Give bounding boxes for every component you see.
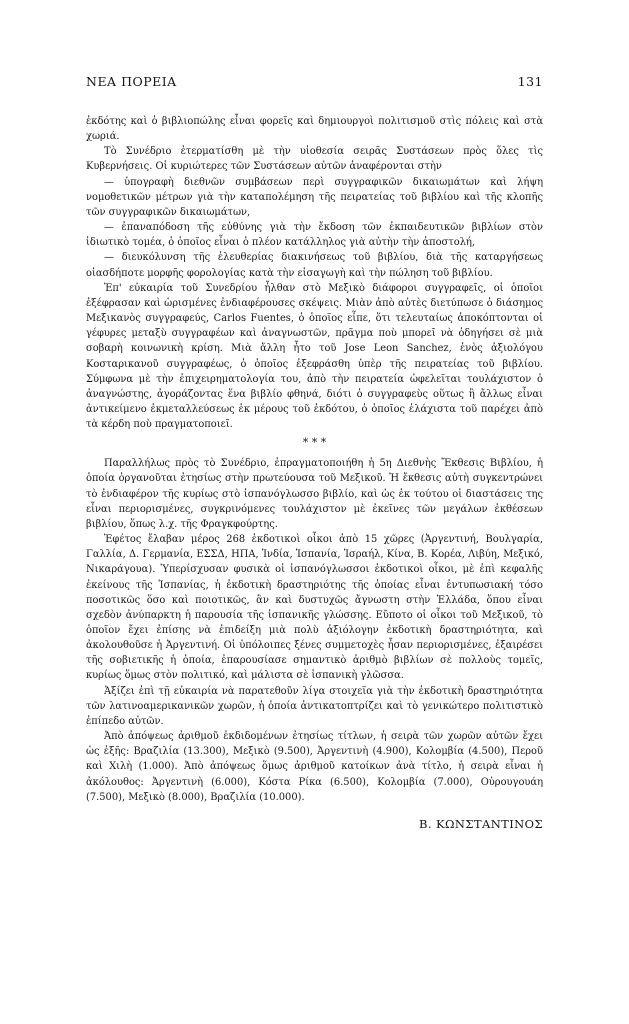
section-separator: * * * — [302, 436, 327, 450]
page-number: 131 — [517, 74, 543, 89]
running-header — [86, 74, 543, 89]
paragraph: Τὸ Συνέδριο ἐτερματίσθη μὲ τὴν υἱοθεσία σειρᾶς Συστάσεων πρὸς ὅλες τὶς Κυβερνήσεις. Οἱ κυριώτερες τῶν Συστάσεων αὐτῶν ἀναφέρονται στὴν — [86, 146, 543, 173]
journal-title: ΝΕΑ ΠΟΡΕΙΑ — [86, 74, 177, 89]
paragraph: ἐκδότης καὶ ὁ βιβλιοπώλης εἶναι φορεῖς καὶ δημιουργοὶ πολιτισμοῦ στὶς πόλεις καὶ στὰ χωριά. — [86, 116, 543, 143]
article-body — [86, 114, 543, 832]
recommendation-item: — διευκόλυνση τῆς ἐλευθερίας διακινήσεως τοῦ βιβλίου, διὰ τῆς καταργήσεως οἱασδήποτε μορφῆς φορολογίας κατὰ τὴν εἰσαγωγὴ καὶ τὴν πώληση τοῦ βιβλίου. — [86, 252, 543, 279]
paragraph: Ἀξίζει ἐπὶ τῇ εὐκαιρία νὰ παρατεθοῦν λίγα στοιχεῖα γιὰ τὴν ἐκδοτικὴ δραστηριότητα τῶν λατινοαμερικανικῶν χωρῶν, ἡ ὁποία ἀντικατοπτρίζει καὶ τὸ γενικώτερο πολιτιστικὸ ἐπίπεδο αὐτῶν. — [86, 685, 543, 727]
paragraph: Ἐφέτος ἔλαβαν μέρος 268 ἐκδοτικοὶ οἶκοι ἀπὸ 15 χῶρες (Ἀργεντινή, Βουλγαρία, Γαλλία, Δ. Γερμανία, ΕΣΣΔ, ΗΠΑ, Ἰνδία, Ἱσπανία, Ἰσραήλ, Κίνα, Β. Κορέα, Λιβύη, Μεξικό, Νικαράγουα). Ὑπερίσχυσαν φυσικὰ οἱ ἱσπανόγλωσσοι ἐκδοτικοὶ οἶκοι, μὲ ἐπὶ κεφαλῆς ἐκείνους τῆς Ἱσπανίας, ἡ ἐκδοτικὴ δραστηριότης τῆς ὁποίας εἶναι ἐντυπωσιακή τόσο ποσοτικῶς ὅσο καὶ ποιοτικῶς, ἂν καὶ δυστυχῶς ἄγνωστη στὴν Ἑλλάδα, ὅπου εἶναι σχεδὸν ἀνύπαρκτη ἡ παρουσία τῆς ἱσπανικῆς γλώσσης. Εὔποτο οἱ οἶκοι τοῦ Μεξικοῦ, τὸ ὁποῖον ἔχει ἐπίσης νὰ ἐπιδείξη μιὰ πολὺ ἀξιόλογην ἐκδοτικὴ δραστηριότητα, καὶ ἀκολουθοῦσε ἡ Ἀργεντινή. Οἱ ὑπόλοιπες ξένες συμμετοχὲς ἦσαν περιορισμένες, ἐξαιρέσει τῆς σοβιετικῆς ἡ ὁποία, ἐπαρουσίασε σημαντικὸ ἀριθμὸ βιβλίων σὲ πολλοὺς τομεῖς, κυρίως ὅμως στὸν πολιτικό, καὶ μάλιστα σὲ ἱσπανικὴ γλῶσσα. — [86, 534, 543, 682]
paragraph: Ἀπὸ ἀπόψεως ἀριθμοῦ ἐκδιδομένων ἐτησίως τίτλων, ἡ σειρὰ τῶν χωρῶν αὐτῶν ἔχει ὡς ἑξῆς: Βραζιλία (13.300), Μεξικὸ (9.500), Ἀργεντινὴ (4.900), Κολομβία (4.500), Περοῦ καὶ Χιλὴ (1.000). Ἀπὸ ἀπόψεως ὅμως ἀριθμοῦ κατοίκων ἀνὰ τίτλο, ἡ σειρὰ εἶναι ἡ ἀκόλουθος: Ἀργεντινὴ (6.000), Κόστα Ρίκα (6.500), Κολομβία (7.000), Οὐρουγουάη (7.500), Μεξικὸ (8.000), Βραζιλία (10.000). — [86, 731, 543, 803]
paragraph: Παραλλήλως πρὸς τὸ Συνέδριο, ἐπραγματοποιήθη ἡ 5η Διεθνὴς Ἔκθεσις Βιβλίου, ἡ ὁποία ὀργανοῦται ἐτησίως στὴν πρωτεύουσα τοῦ Μεξικοῦ. Ἡ ἔκθεσις αὐτὴ συγκεντρώνει τὸ ἐνδιαφέρον τῆς κυρίως στὸ ἱσπανόγλωσσο βιβλίο, καὶ ὡς ἐκ τούτου οἱ διαστάσεις της εἶναι περιορισμένες, συγκρινόμενες τουλάχιστον μὲ ἐκεῖνες τῶν μεγάλων ἐκθέσεων βιβλίου, ὅπως λ.χ. τῆς Φραγκφούρτης. — [86, 458, 543, 530]
recommendation-item: — ἐπαναπόδοση τῆς εὐθύνης γιὰ τὴν ἔκδοση τῶν ἐκπαιδευτικῶν βιβλίων στὸν ἰδιωτικὸ τομέα, ὁ ὁποῖος εἶναι ὁ πλέον κατάλληλος γιὰ αὐτὴν τὴν ἀποστολή, — [86, 222, 543, 249]
author-signature: Β. ΚΩΝΣΤΑΝΤΙΝΟΣ — [419, 816, 543, 831]
recommendation-item: — ὑπογραφὴ διεθνῶν συμβάσεων περὶ συγγραφικῶν δικαιωμάτων καὶ λήψη νομοθετικῶν μέτρων γιὰ τὴν καταπολέμηση τῆς πειρατείας τοῦ βιβλίου καὶ τῆς κλοπῆς τῶν συγγραφικῶν δικαιωμάτων, — [86, 176, 543, 218]
paragraph: Ἐπ' εὐκαιρία τοῦ Συνεδρίου ἦλθαν στὸ Μεξικὸ διάφοροι συγγραφεῖς, οἱ ὁποῖοι ἐξέφρασαν καὶ ὡρισμένες ἐνδιαφέρουσες σκέψεις. Μιὰν ἀπὸ αὐτὲς διετύπωσε ὁ διάσημος Μεξικανὸς συγγραφεύς, Carlos Fuentes, ὁ ὁποῖος εἶπε, ὅτι τελευταίως ἀποκόπτονται οἱ γέφυρες μεταξὺ συγγραφέων καὶ ἀναγνωστῶν, πρᾶγμα ποὺ μπορεῖ νὰ ὁδηγήσει σὲ μιὰ σοβαρὴ κοινωνικὴ κρίση. Μιὰ ἄλλη ἦτο τοῦ Jose Leon Sanchez, ἑνὸς ἀξιολόγου Κοσταρικανοῦ συγγραφέως, ὁ ὁποῖος ἐξεφράσθη ὑπὲρ τῆς πειρατείας τοῦ βιβλίου. Σύμφωνα μὲ τὴν ἐπιχειρηματολογία του, ἀπὸ τὴν πειρατεία ὠφελεῖται τουλάχιστον ὁ ἀναγνώστης, ἀγοράζοντας ἕνα βιβλίο φθηνά, διότι ὁ συγγραφεὺς οὕτως ἢ ἄλλως εἶναι ἀντικείμενο ἐκμεταλλεύσεως ἐκ μέρους τοῦ ἐκδότου, ὁ ὁποῖος ἐλάχιστα τοῦ παρέχει ἀπὸ τὰ κέρδη ποὺ πραγματοποιεῖ. — [86, 282, 543, 431]
